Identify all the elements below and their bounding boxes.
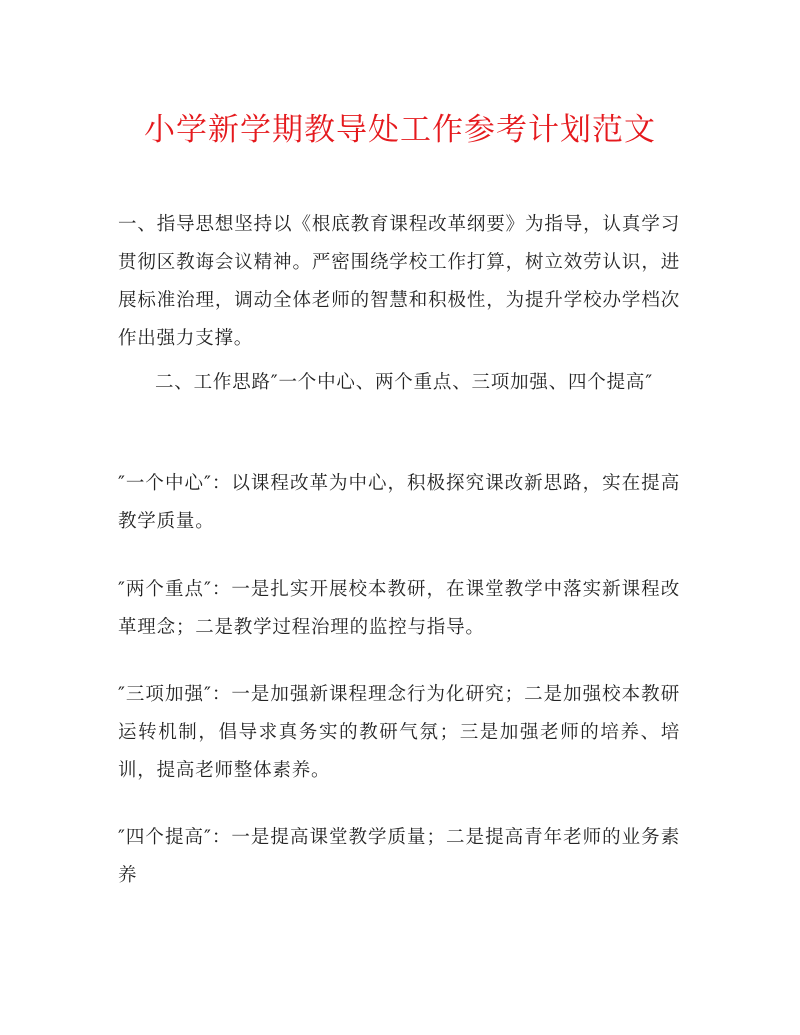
paragraph-work-approach: 二、工作思路″一个中心、两个重点、三项加强、四个提高″ — [155, 372, 653, 393]
paragraph-three-strengthenings: ″三项加强″：一是加强新课程理念行为化研究；二是加强校本教研运转机制，倡导求真务实的教研气氛；三是加强老师的培养、培训，提高老师整体素养。 — [118, 684, 680, 781]
paragraph-one-center: ″一个中心″：以课程改革为中心，积极探究课改新思路，实在提高教学质量。 — [118, 473, 680, 532]
document-title: 小学新学期教导处工作参考计划范文 — [144, 112, 656, 148]
paragraph-four-improvements: ″四个提高″：一是提高课堂教学质量；二是提高青年老师的业务素养 — [118, 827, 680, 886]
paragraph-guiding-ideology: 一、指导思想坚持以《根底教育课程改革纲要》为指导，认真学习贯彻区教诲会议精神。严密围绕学校工作打算，树立效劳认识，进展标准治理，调动全体老师的智慧和积极性，为提升学校办学档次作出强力支撑。 — [118, 214, 680, 349]
paragraph-two-focuses: ″两个重点″：一是扎实开展校本教研，在课堂教学中落实新课程改革理念；二是教学过程治理的监控与指导。 — [118, 579, 680, 638]
